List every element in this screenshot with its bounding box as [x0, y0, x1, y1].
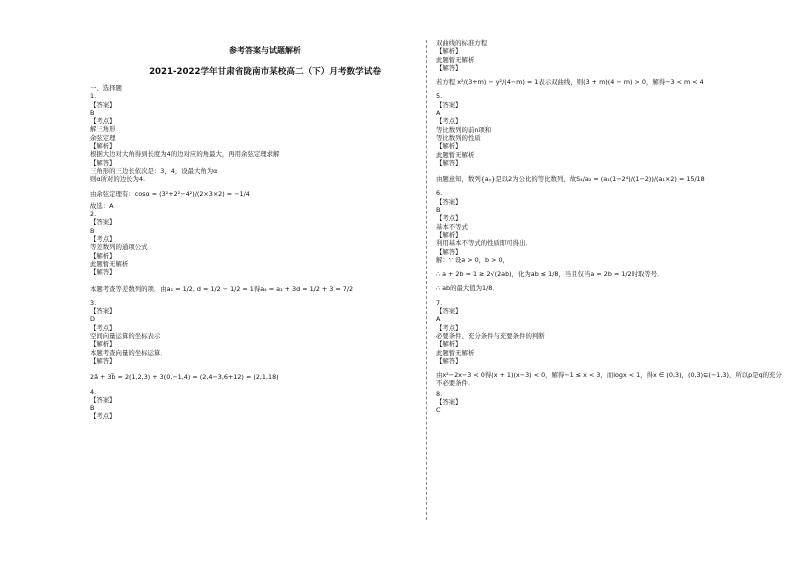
text-line: 一、选择题 — [90, 84, 122, 92]
text-line: 【解析】 — [90, 142, 116, 151]
text-line: 5. — [436, 92, 443, 101]
text-line: 由余弦定理有：cosα = (3²+2²−4²)/(2×3×2) = −1/4 — [90, 189, 250, 198]
text-line: 由题意知，数列{aₙ}是以2为公比的等比数列，故S₄/a₂ = (a₁(1−2⁴)/(1−2))/(a₁×2) = 15/18 — [436, 175, 705, 184]
text-line: 等差数列的通项公式 — [90, 243, 148, 252]
text-line: 4. — [90, 387, 97, 396]
text-line: 解：∵ 设a > 0，b > 0， — [436, 255, 509, 264]
text-line: 【考点】 — [436, 117, 462, 126]
text-line: 2a⃗ + 3b⃗ = 2(1,2,3) + 3(0,−1,4) = (2,4−3,6+12) = (2,1,18) — [90, 373, 279, 382]
text-line: 【答案】 — [436, 397, 462, 406]
text-line: 根据大边对大角得到长度为4的边对应的角最大，再用余弦定理求解 — [90, 150, 280, 159]
text-line: 余弦定理 — [90, 133, 116, 142]
text-line: 【解析】 — [436, 230, 462, 239]
text-line: 三角形的三边长依次是：3，4，设最大角为α — [90, 166, 218, 175]
spacer — [90, 365, 410, 373]
text-line: 基本不等式 — [436, 222, 468, 231]
text-line: 【解答】 — [436, 356, 462, 365]
text-line: 8. — [436, 389, 443, 398]
text-line: 【解答】 — [90, 268, 116, 277]
text-line: 【解析】 — [436, 47, 462, 56]
text-line: 解三角形 — [90, 125, 116, 134]
text-line: 【答案】 — [436, 100, 462, 109]
document-title: 参考答案与试题解析 — [229, 46, 301, 55]
text-line: 【解答】 — [436, 158, 462, 167]
text-line: B — [90, 226, 95, 235]
text-line: 【答案】 — [90, 100, 116, 109]
text-line: 不必要条件． — [436, 379, 475, 388]
text-line: C — [436, 406, 441, 415]
text-line: 【答案】 — [436, 197, 462, 206]
document-subtitle: 2021-2022学年甘肃省陇南市某校高二（下）月考数学试卷 — [149, 67, 381, 77]
text-line: 3. — [90, 298, 97, 307]
column-divider — [426, 40, 427, 520]
text-line: 此题暂无解析 — [90, 259, 129, 268]
text-line: ∴ a + 2b = 1 ≥ 2√(2ab)，化为ab ≤ 1/8，当且仅当a = 2b = 1/2时取等号． — [436, 270, 664, 279]
text-line: 若方程 x²/(3+m) − y²/(4−m) = 1表示双曲线，则(3 + m)(4 − m) > 0，解得−3 < m < 4 — [436, 78, 704, 87]
text-line: 【考点】 — [436, 214, 462, 223]
text-line: 【答案】 — [90, 395, 116, 404]
text-line: D — [90, 315, 95, 324]
text-line: 利用基本不等式的性质即可得出． — [436, 239, 532, 248]
text-line: 【考点】 — [90, 323, 116, 332]
text-line: 【解答】 — [90, 158, 116, 167]
text-line: 1. — [90, 92, 97, 101]
text-line: 【考点】 — [436, 323, 462, 332]
text-line: 【解析】 — [436, 340, 462, 349]
text-line: 【答案】 — [90, 307, 116, 316]
text-line: 必要条件、充分条件与充要条件的判断 — [436, 331, 545, 340]
text-line: 【答案】 — [90, 218, 116, 227]
text-line: 【考点】 — [90, 412, 116, 421]
text-line: A — [436, 109, 441, 118]
text-line: ∴ ab的最大值为1/8． — [436, 284, 499, 293]
text-line: 【解析】 — [90, 251, 116, 260]
text-line: 双曲线的标准方程 — [436, 39, 488, 47]
text-line: 【解析】 — [90, 340, 116, 349]
text-line: 【解答】 — [436, 247, 462, 256]
right-column — [436, 39, 782, 415]
text-line: 【解析】 — [436, 142, 462, 151]
text-line: B — [90, 404, 95, 413]
text-line: 7. — [436, 298, 443, 307]
text-line: 6. — [436, 189, 443, 198]
text-line: 【解答】 — [436, 63, 462, 72]
text-line: 本题考查等差数列的项．由a₁ = 1/2, d = 1/2 − 1/2 = 1得a₄ = a₁ + 3d = 1/2 + 3 = 7/2 — [90, 284, 354, 293]
text-line: A — [436, 315, 441, 324]
spacer — [436, 167, 736, 175]
text-line: 此题暂无解析 — [436, 150, 475, 159]
text-line: B — [90, 108, 95, 117]
text-line: 故选：A — [90, 201, 114, 210]
text-line: 则α所对的边长为4. — [90, 175, 146, 184]
text-line: 2. — [90, 210, 97, 219]
text-line: 【考点】 — [90, 117, 116, 126]
spacer — [90, 277, 410, 285]
text-line: 【考点】 — [90, 235, 116, 244]
text-line: 【答案】 — [436, 307, 462, 316]
text-line: 本题考查向量的坐标运算． — [90, 348, 167, 357]
text-line: B — [436, 206, 441, 215]
text-line: 此题暂无解析 — [436, 55, 475, 64]
text-line: 【解答】 — [90, 356, 116, 365]
left-column — [90, 84, 410, 421]
text-line: 此题暂无解析 — [436, 348, 475, 357]
text-line: 等比数列的前n项和 — [436, 125, 492, 134]
text-line: 空间向量运算的坐标表示 — [90, 332, 161, 341]
text-line: 等比数列的性质 — [436, 133, 481, 142]
text-line: 由x²−2x−3 < 0得(x + 1)(x−3) < 0，解得−1 ≤ x < 3，而logx < 1，得x ∈ (0,3)，(0,3)⊊(−1,3)，所以p是q的充分 — [436, 371, 782, 380]
